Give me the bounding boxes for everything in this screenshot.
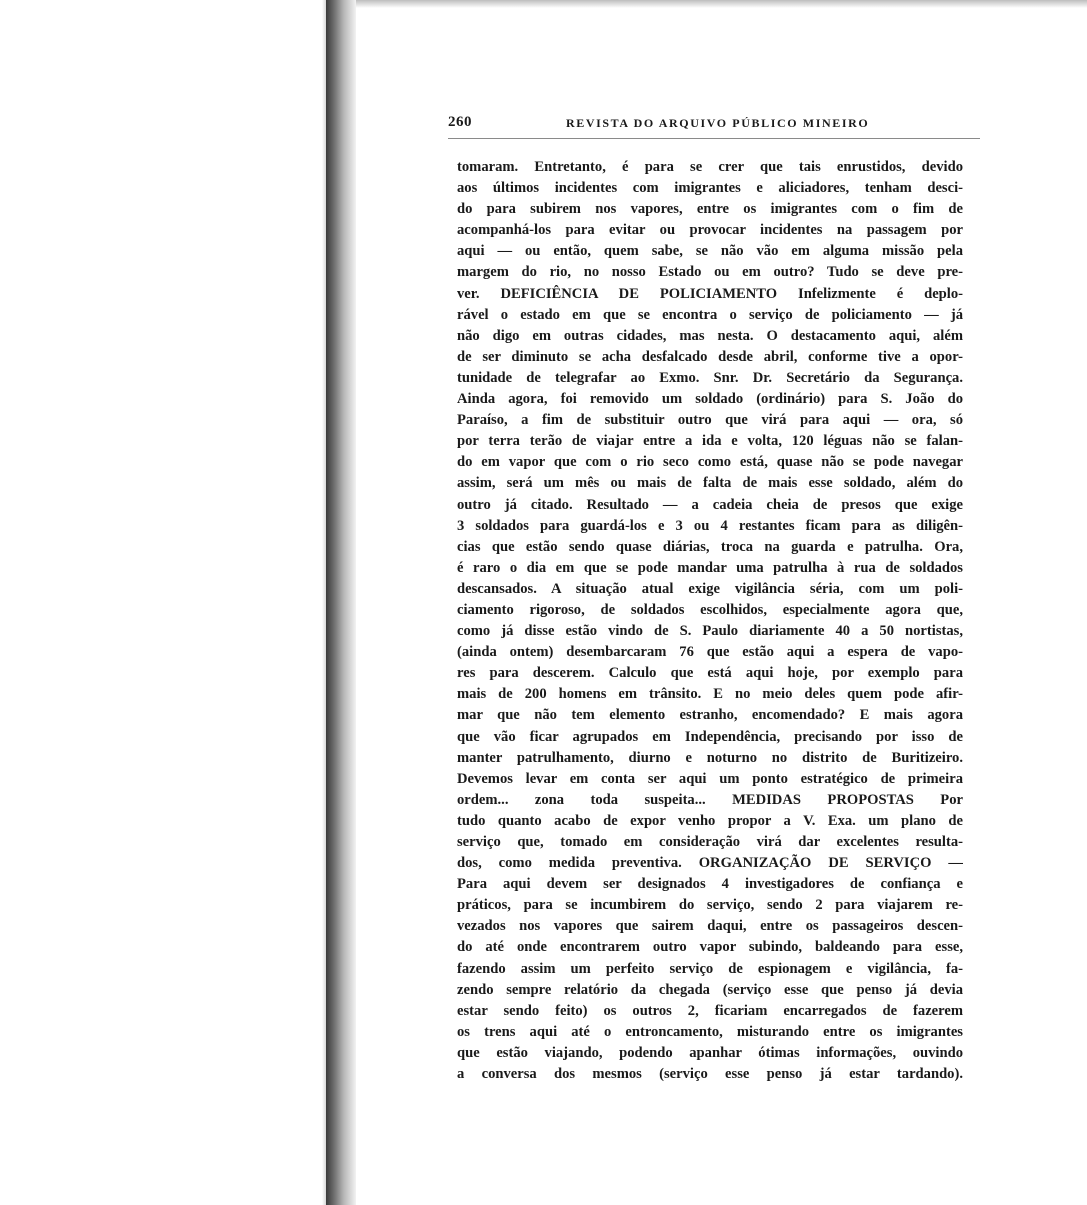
page-top-edge: [356, 0, 1087, 8]
text-line: mar que não tem elemento estranho, encomendado? E mais agora: [457, 707, 963, 724]
text-line: tomaram. Entretanto, é para se crer que tais enrustidos, devido: [457, 159, 963, 175]
text-line: fazendo assim um perfeito serviço de espionagem e vigilância, fa-: [457, 960, 963, 977]
text-line: ver. DEFICIÊNCIA DE POLICIAMENTO Infelizmente é deplo-: [457, 285, 963, 302]
text-line: aqui — ou então, quem sabe, se não vão em alguma missão pela: [457, 243, 963, 260]
text-line: ordem... zona toda suspeita... MEDIDAS PROPOSTAS Por: [457, 791, 963, 808]
page-header: [448, 112, 980, 139]
text-line: manter patrulhamento, diurno e noturno no distrito de Buritizeiro.: [457, 749, 963, 766]
text-line: margem do rio, no nosso Estado ou em outro? Tudo se deve pre-: [457, 264, 963, 281]
text-line: do para subirem nos vapores, entre os imigrantes com o fim de: [457, 201, 963, 218]
text-line: cias que estão sendo quase diárias, troca na guarda e patrulha. Ora,: [457, 538, 963, 555]
text-line: Devemos levar em conta ser aqui um ponto estratégico de primeira: [457, 770, 963, 787]
text-line: tunidade de telegrafar ao Exmo. Snr. Dr. Secretário da Segurança.: [457, 369, 963, 386]
text-line: 3 soldados para guardá-los e 3 ou 4 restantes ficam para as diligên-: [457, 517, 963, 534]
page-margin: [0, 0, 330, 1205]
text-line: mais de 200 homens em trânsito. E no meio deles quem pode afir-: [457, 686, 963, 703]
text-line: assim, será um mês ou mais de falta de mais esse soldado, além do: [457, 475, 963, 492]
text-line: estar sendo feito) os outros 2, ficariam encarregados de fazerem: [457, 1002, 963, 1019]
text-line: é raro o dia em que se pode mandar uma patrulha à rua de soldados: [457, 559, 963, 576]
book-binding-shadow: [326, 0, 356, 1205]
running-title: REVISTA DO ARQUIVO PÚBLICO MINEIRO: [566, 116, 870, 130]
text-line: que estão viajando, podendo apanhar ótimas informações, ouvindo: [457, 1044, 963, 1061]
text-line: Ainda agora, foi removido um soldado (ordinário) para S. João do: [457, 391, 963, 408]
text-line: (ainda ontem) desembarcaram 76 que estão aqui a espera de vapo-: [457, 644, 963, 661]
text-line: aos últimos incidentes com imigrantes e aliciadores, tenham desci-: [457, 180, 963, 197]
text-line: a conversa dos mesmos (serviço esse penso já estar tardando).: [457, 1066, 963, 1083]
text-line: res para descerem. Calculo que está aqui hoje, por exemplo para: [457, 665, 963, 682]
text-line: rável o estado em que se encontra o serviço de policiamento — já: [457, 306, 963, 323]
text-line: zendo sempre relatório da chegada (serviço esse que penso já devia: [457, 981, 963, 998]
text-line: Paraíso, a fim de substituir outro que virá para aqui — ora, só: [457, 412, 963, 429]
text-line: do até onde encontrarem outro vapor subindo, baldeando para esse,: [457, 939, 963, 956]
text-line: não digo em outras cidades, mas nesta. O destacamento aqui, além: [457, 327, 963, 344]
text-line: de ser diminuto se acha desfalcado desde abril, conforme tive a opor-: [457, 348, 963, 365]
text-line: do em vapor que com o rio seco como está, quase não se pode navegar: [457, 454, 963, 471]
text-line: Para aqui devem ser designados 4 investigadores de confiança e: [457, 876, 963, 893]
text-line: tudo quanto acabo de expor venho propor a V. Exa. um plano de: [457, 812, 963, 829]
text-line: por terra terão de viajar entre a ida e volta, 120 léguas não se falan-: [457, 433, 963, 450]
text-line: os trens aqui até o entroncamento, misturando entre os imigrantes: [457, 1023, 963, 1040]
page-number: 260: [448, 114, 472, 130]
text-line: vezados nos vapores que sairem daqui, entre os passageiros descen-: [457, 918, 963, 935]
text-line: práticos, para se incumbirem do serviço, sendo 2 para viajarem re-: [457, 897, 963, 914]
text-line: acompanhá-los para evitar ou provocar incidentes na passagem por: [457, 222, 963, 239]
body-paragraph: [457, 157, 963, 1085]
text-line: serviço que, tomado em consideração virá dar excelentes resulta-: [457, 834, 963, 850]
text-line: como já disse estão vindo de S. Paulo diariamente 40 a 50 nortistas,: [457, 623, 963, 640]
text-line: outro já citado. Resultado — a cadeia cheia de presos que exige: [457, 496, 963, 513]
text-line: que vão ficar agrupados em Independência, precisando por isso de: [457, 728, 963, 745]
text-line: descansados. A situação atual exige vigilância séria, com um poli-: [457, 580, 963, 597]
text-line: dos, como medida preventiva. ORGANIZAÇÃO DE SERVIÇO —: [457, 855, 963, 872]
text-line: ciamento rigoroso, de soldados escolhidos, especialmente agora que,: [457, 601, 963, 618]
